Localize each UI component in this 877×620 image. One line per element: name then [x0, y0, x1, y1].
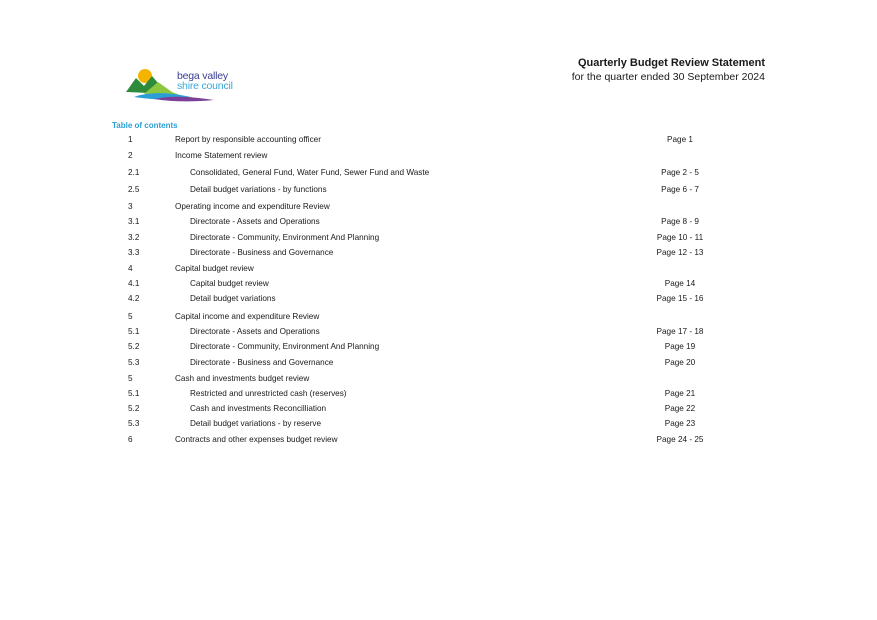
toc-number: 5.3 [128, 419, 140, 428]
toc-number: 6 [128, 435, 133, 444]
toc-page: Page 8 - 9 [661, 217, 699, 226]
logo-wordmark [177, 71, 233, 91]
toc-label: Report by responsible accounting officer [175, 135, 321, 144]
toc-number: 3.3 [128, 248, 140, 257]
toc-row[interactable] [0, 134, 877, 146]
toc-row[interactable] [0, 357, 877, 369]
document-header [572, 56, 765, 84]
toc-label: Capital budget review [175, 264, 254, 273]
toc-row[interactable] [0, 373, 877, 385]
toc-number: 4.2 [128, 294, 140, 303]
toc-label: Detail budget variations - by reserve [190, 419, 322, 428]
toc-row[interactable] [0, 201, 877, 213]
toc-number: 5.1 [128, 327, 140, 336]
toc-label: Cash and investments Reconcilliation [190, 404, 327, 413]
toc-page: Page 23 [664, 419, 696, 428]
council-logo [124, 64, 258, 104]
toc-row[interactable] [0, 418, 877, 430]
toc-label: Directorate - Community, Environment And Planning [190, 233, 380, 242]
toc-number: 5.2 [128, 404, 140, 413]
toc-page: Page 22 [664, 404, 696, 413]
toc-page: Page 20 [664, 358, 696, 367]
toc-number: 1 [128, 135, 133, 144]
toc-row[interactable] [0, 403, 877, 415]
toc-number: 2.5 [128, 185, 140, 194]
toc-number: 2.1 [128, 168, 140, 177]
toc-row[interactable] [0, 311, 877, 323]
toc-number: 4 [128, 264, 133, 273]
toc-label: Detail budget variations - by functions [190, 185, 327, 194]
toc-row[interactable] [0, 216, 877, 228]
toc-number: 5.2 [128, 342, 140, 351]
toc-label: Directorate - Assets and Operations [190, 327, 320, 336]
toc-label: Directorate - Assets and Operations [190, 217, 320, 226]
toc-page: Page 1 [667, 135, 693, 144]
toc-number: 2 [128, 151, 133, 160]
toc-page: Page 19 [664, 342, 696, 351]
toc-page: Page 6 - 7 [661, 185, 699, 194]
toc-label: Directorate - Business and Governance [190, 248, 334, 257]
toc-page: Page 17 - 18 [656, 327, 704, 336]
toc-label: Contracts and other expenses budget review [175, 435, 338, 444]
toc-row[interactable] [0, 167, 877, 179]
toc-label: Capital income and expenditure Review [175, 312, 320, 321]
toc-number: 3 [128, 202, 133, 211]
toc-label: Income Statement review [175, 151, 268, 160]
toc-row[interactable] [0, 341, 877, 353]
toc-label: Detail budget variations [190, 294, 276, 303]
document-subtitle: for the quarter ended 30 September 2024 [571, 71, 765, 83]
toc-page: Page 24 - 25 [656, 435, 704, 444]
toc-heading: Table of contents [112, 121, 178, 130]
toc-number: 5.1 [128, 389, 140, 398]
toc-page: Page 2 - 5 [661, 168, 699, 177]
logo-line-1: bega valley [177, 70, 228, 82]
toc-row[interactable] [0, 263, 877, 275]
toc-number: 4.1 [128, 279, 140, 288]
toc-row[interactable] [0, 150, 877, 162]
toc-row[interactable] [0, 293, 877, 305]
toc-row[interactable] [0, 434, 877, 446]
toc-page: Page 14 [664, 279, 696, 288]
toc-label: Restricted and unrestricted cash (reserves) [190, 389, 347, 398]
toc-number: 3.1 [128, 217, 140, 226]
toc-page: Page 10 - 11 [656, 233, 704, 242]
toc-row[interactable] [0, 232, 877, 244]
toc-label: Directorate - Business and Governance [190, 358, 334, 367]
toc-row[interactable] [0, 278, 877, 290]
document-title: Quarterly Budget Review Statement [577, 57, 765, 69]
toc-label: Cash and investments budget review [175, 374, 310, 383]
toc-row[interactable] [0, 388, 877, 400]
toc-number: 5.3 [128, 358, 140, 367]
toc-label: Directorate - Community, Environment And Planning [190, 342, 380, 351]
toc-label: Capital budget review [190, 279, 269, 288]
toc-page: Page 21 [664, 389, 696, 398]
toc-row[interactable] [0, 247, 877, 259]
toc-page: Page 15 - 16 [656, 294, 704, 303]
toc-number: 3.2 [128, 233, 140, 242]
toc-row[interactable] [0, 326, 877, 338]
toc-label: Operating income and expenditure Review [175, 202, 330, 211]
logo-line-2: shire council [177, 80, 233, 92]
toc-label: Consolidated, General Fund, Water Fund, Sewer Fund and Waste [190, 168, 430, 177]
toc-number: 5 [128, 374, 133, 383]
toc-page: Page 12 - 13 [656, 248, 704, 257]
toc-row[interactable] [0, 184, 877, 196]
toc-number: 5 [128, 312, 133, 321]
